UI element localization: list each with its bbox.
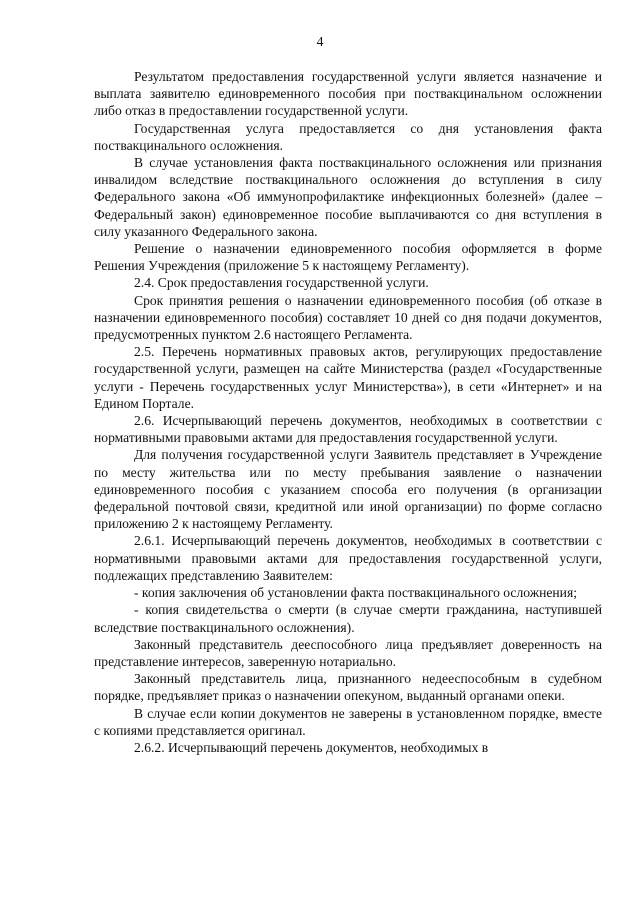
document-body: [94, 68, 602, 756]
page-number: 4: [316, 35, 324, 50]
section-2-6-1: 2.6.1. Исчерпывающий перечень документов, необходимых в соответствии с нормативными правовыми актами для предоставления государственной услуги, подлежащих представлению Заявителем:: [94, 533, 602, 583]
paragraph-originals: В случае если копии документов не заверены в установленном порядке, вместе с копиями представляется оригинал.: [94, 705, 602, 738]
list-item-death-certificate: - копия свидетельства о смерти (в случае смерти гражданина, наступившей вследствие поствакцинального осложнения).: [94, 602, 602, 635]
paragraph-service-start: Государственная услуга предоставляется со дня установления факта поствакцинального осложнения.: [94, 120, 602, 153]
section-2-5: 2.5. Перечень нормативных правовых актов, регулирующих предоставление государственной услуги, размещен на сайте Министерства (раздел «Государственные услуги - Перечень государственных услуг Министерства»), в сети «Интернет» и на Едином Портале.: [94, 344, 602, 411]
paragraph-result: Результатом предоставления государственной услуги является назначение и выплата заявителю единовременного пособия при поствакцинальном осложнении либо отказ в предоставлении государственной услуги.: [94, 69, 602, 119]
section-2-6: 2.6. Исчерпывающий перечень документов, необходимых в соответствии с нормативными правовыми актами для предоставления государственной услуги.: [94, 413, 602, 446]
list-item-conclusion-copy: - копия заключения об установлении факта поствакцинального осложнения;: [134, 585, 577, 601]
paragraph-application: Для получения государственной услуги Заявитель представляет в Учреждение по месту жительства или по месту пребывания заявление о назначении единовременного пособия с указанием способа его получения (в организации федеральной почтовой связи, кредитной или иной организации) по форме согласно приложению 2 к настоящему Регламенту.: [94, 447, 602, 532]
paragraph-decision-deadline: Срок принятия решения о назначении единовременного пособия (об отказе в назначении единовременного пособия) составляет 10 дней со дня подачи документов, предусмотренных пунктом 2.6 настоящего Регламента.: [94, 292, 602, 343]
section-heading-2-4: 2.4. Срок предоставления государственной услуги.: [134, 275, 429, 291]
paragraph-legal-rep-capable: Законный представитель дееспособного лица предъявляет доверенность на представление интересов, заверенную нотариально.: [94, 636, 602, 669]
paragraph-disability-case: В случае установления факта поствакцинального осложнения или признания инвалидом вследствие поствакцинального осложнения до вступления в силу Федерального закона «Об иммунопрофилактике инфекционных болезней» (далее – Федеральный закон) единовременное пособие выплачиваются со дня вступления в силу указанного Федерального закона.: [94, 155, 602, 239]
paragraph-decision-form: Решение о назначении единовременного пособия оформляется в форме Решения Учреждения (приложение 5 к настоящему Регламенту).: [94, 241, 602, 274]
section-2-6-2: 2.6.2. Исчерпывающий перечень документов, необходимых в: [134, 739, 489, 755]
paragraph-legal-rep-incapable: Законный представитель лица, признанного недееспособным в судебном порядке, предъявляет приказ о назначении опекуном, выданный органами опеки.: [94, 671, 602, 704]
